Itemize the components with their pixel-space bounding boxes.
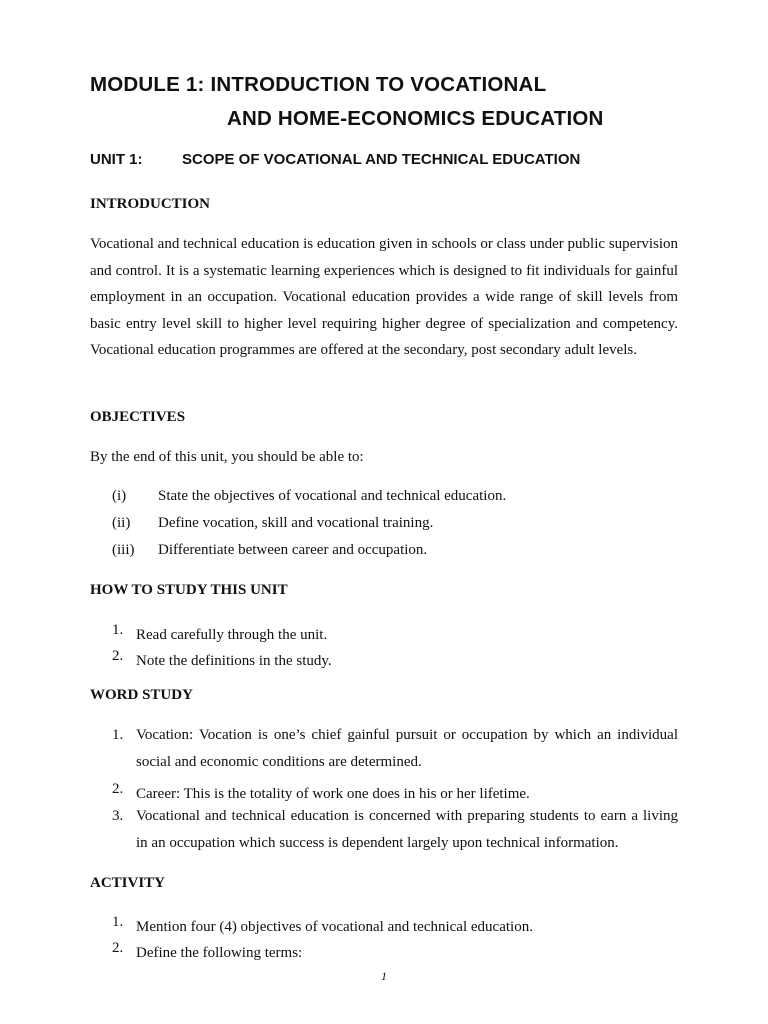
- word-study-heading: WORD STUDY: [90, 687, 193, 703]
- list-item-text: Vocation: Vocation is one’s chief gainful pursuit or occupation by which an individual social and economic conditions are determined.: [136, 727, 678, 770]
- list-item-text: Career: This is the totality of work one does in his or her lifetime.: [136, 786, 530, 802]
- list-item-text: Read carefully through the unit.: [136, 627, 328, 643]
- list-item-number: 1.: [112, 914, 124, 930]
- list-item-text: Differentiate between career and occupation.: [158, 542, 428, 558]
- list-item-text: Define the following terms:: [136, 945, 303, 961]
- list-item-number: (ii): [112, 515, 131, 531]
- list-item-text: Vocational and technical education is concerned with preparing students to earn a living in an occupation which success is dependent largely upon technical information.: [136, 808, 678, 851]
- list-item-number: 2.: [112, 781, 124, 797]
- list-item-text: Note the definitions in the study.: [136, 653, 332, 669]
- list-item-number: 3.: [112, 808, 124, 824]
- list-item-number: 1.: [112, 727, 124, 743]
- objectives-intro: By the end of this unit, you should be able to:: [90, 449, 364, 465]
- objectives-heading: OBJECTIVES: [90, 409, 186, 425]
- module-title-line-2: AND HOME-ECONOMICS EDUCATION: [227, 107, 604, 130]
- list-item-number: 1.: [112, 622, 124, 638]
- unit-title: SCOPE OF VOCATIONAL AND TECHNICAL EDUCATION: [182, 151, 581, 168]
- unit-heading: [90, 151, 581, 168]
- list-item-number: (iii): [112, 542, 135, 558]
- unit-label: UNIT 1:: [90, 151, 143, 168]
- page-number: 1: [381, 969, 387, 983]
- module-title-line-1: MODULE 1: INTRODUCTION TO VOCATIONAL: [90, 73, 547, 96]
- list-item-number: 2.: [112, 648, 124, 664]
- how-to-study-heading: HOW TO STUDY THIS UNIT: [90, 582, 288, 598]
- list-item-text: Define vocation, skill and vocational training.: [158, 515, 434, 531]
- activity-heading: ACTIVITY: [90, 875, 166, 891]
- list-item-number: 2.: [112, 940, 124, 956]
- list-item-text: State the objectives of vocational and technical education.: [158, 488, 507, 504]
- list-item-number: (i): [112, 488, 127, 504]
- list-item-text: Mention four (4) objectives of vocational and technical education.: [136, 919, 533, 935]
- introduction-paragraph: Vocational and technical education is education given in schools or class under public supervision and control. It is a systematic learning experiences which is designed to fit individuals for gainful employment in an occupation. Vocational education provides a wide range of skill levels from basic entry level skill to higher level requiring higher degree of specialization and competency. Vocational education programmes are offered at the secondary, post secondary adult levels.: [90, 236, 678, 359]
- introduction-heading: INTRODUCTION: [90, 196, 211, 212]
